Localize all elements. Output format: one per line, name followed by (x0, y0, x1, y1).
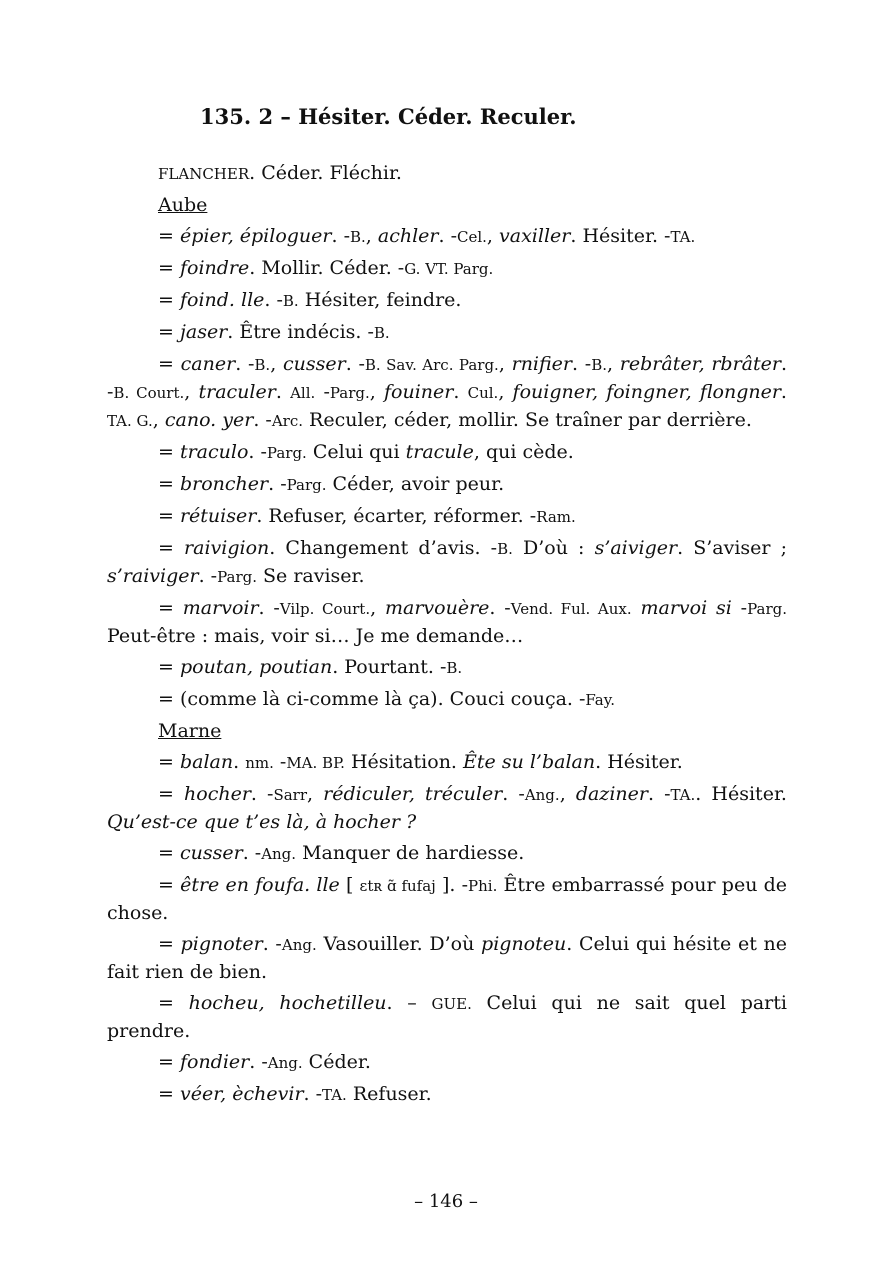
headword: pignoter (180, 933, 263, 955)
dictionary-entry (107, 471, 787, 499)
entry-text: . – (386, 992, 432, 1014)
source-abbreviation: Arc. (271, 412, 303, 430)
entry-text: = (158, 441, 180, 463)
entry-text: . (233, 751, 246, 773)
entry-text: . - (235, 353, 255, 375)
entry-text: = (158, 257, 180, 279)
entry-text: . Celui qui hésite et ne fait rien de bien. (107, 933, 788, 983)
entry-text: , (184, 381, 199, 403)
region-heading-text: Aube (158, 194, 208, 216)
headword: cusser (282, 353, 346, 375)
source-abbreviation: Cul. (467, 384, 499, 402)
headword: Qu’est-ce que t’es là, à hocher ? (107, 811, 417, 833)
dictionary-entry (107, 503, 787, 531)
entry-text: , (498, 381, 513, 403)
headword: broncher (179, 473, 269, 495)
entry-text: Vasouiller. D’où (316, 933, 482, 955)
source-abbreviation: Ang. (281, 936, 317, 954)
headword: cano. yer (164, 409, 254, 431)
page-number: – 146 – (414, 1191, 478, 1212)
source-abbreviation: GUE. (431, 995, 472, 1013)
source-abbreviation: Phi. (468, 877, 498, 895)
entry-text: , (559, 783, 576, 805)
entry-text: Reculer, céder, mollir. Se traîner par derrière. (303, 409, 752, 431)
source-abbreviation: TA. (670, 228, 696, 246)
dictionary-entry (107, 654, 787, 682)
entry-text: = (158, 992, 189, 1014)
entry-text: Hésiter, feindre. (298, 289, 462, 311)
source-abbreviation: Parg. (329, 384, 370, 402)
headword: achler (377, 225, 439, 247)
entry-text: . (453, 381, 468, 403)
entry-text: = (158, 1083, 180, 1105)
entry-text: . - (489, 597, 511, 619)
dictionary-entry (107, 287, 787, 315)
entry-text: . - (253, 409, 272, 431)
dictionary-entry (107, 223, 787, 251)
headword: tracule (405, 441, 474, 463)
source-abbreviation: B. (254, 356, 271, 374)
entry-text: . - (345, 353, 365, 375)
source-abbreviation: B. (446, 659, 463, 677)
entry-text: , (152, 409, 165, 431)
entry-text: Céder. (302, 1051, 371, 1073)
headword: vaxiller (499, 225, 571, 247)
entry-text: Refuser. (346, 1083, 432, 1105)
headword: hocher (184, 783, 251, 805)
source-abbreviation: B. (373, 324, 390, 342)
source-abbreviation: TA. (670, 786, 696, 804)
entry-text: = (158, 537, 185, 559)
headword: pignoteu (481, 933, 567, 955)
dictionary-entry (107, 160, 787, 188)
dictionary-entry (107, 840, 787, 868)
dictionary-entry (107, 535, 787, 591)
headword: s’raiviger (107, 565, 199, 587)
source-abbreviation: Ang. (267, 1054, 303, 1072)
source-abbreviation: B. (591, 356, 608, 374)
entry-text: . (275, 381, 291, 403)
entry-text: = (158, 473, 180, 495)
entry-text: . Pourtant. - (332, 656, 447, 678)
source-abbreviation: Vend. Ful. Aux. (510, 600, 632, 618)
headword: rnifier (511, 353, 573, 375)
source-abbreviation: All. (290, 384, 316, 402)
source-abbreviation: G. VT. Parg. (404, 260, 494, 278)
headword: fouigner, foingner, flongner (512, 381, 781, 403)
entry-text: Peut-être : mais, voir si… Je me demande… (107, 625, 524, 647)
source-abbreviation: nm. (245, 754, 274, 772)
headword: marvouère (385, 597, 490, 619)
entry-text: , (369, 381, 385, 403)
entry-text: . - (502, 783, 525, 805)
entry-text: , (270, 353, 283, 375)
source-abbreviation: Ram. (536, 508, 576, 526)
entry-text: , (307, 783, 324, 805)
entry-text: Se raviser. (256, 565, 365, 587)
entry-text: D’où : (512, 537, 595, 559)
source-abbreviation: B. (350, 228, 366, 246)
headword: hocheu, hochetilleu (188, 992, 387, 1014)
source-abbreviation: Parg. (747, 600, 788, 618)
entry-text: = (158, 656, 180, 678)
dictionary-entry (107, 439, 787, 467)
entry-text: . Hésiter. (695, 783, 787, 805)
source-abbreviation: Vilp. Court. (279, 600, 371, 618)
entry-text: = (158, 289, 180, 311)
entry-text: , (607, 353, 620, 375)
source-abbreviation: TA. (322, 1086, 347, 1104)
headword: caner (180, 353, 236, 375)
dictionary-entry (107, 1049, 787, 1077)
entry-text: Être embarrassé pour peu de chose. (107, 874, 788, 924)
source-abbreviation: Cel. (457, 228, 487, 246)
entry-text: Celui qui (306, 441, 406, 463)
source-abbreviation: Ang. (261, 845, 297, 863)
entry-text: Manquer de hardiesse. (296, 842, 525, 864)
headword: fondier (179, 1051, 250, 1073)
headword: balan (179, 751, 234, 773)
headword: véer, èchevir (179, 1083, 304, 1105)
headword: s’aiviger (594, 537, 678, 559)
region-heading-text: Marne (158, 720, 222, 742)
entry-text: - (273, 751, 287, 773)
headword: Ête su l’balan (463, 751, 596, 773)
headword: foind. lle (179, 289, 265, 311)
entry-text: Celui qui ne sait quel parti prendre. (107, 992, 787, 1042)
headword: foindre (179, 257, 250, 279)
entry-text: = (158, 321, 180, 343)
entry-text: Céder, avoir peur. (326, 473, 505, 495)
entry-text: , (486, 225, 500, 247)
entry-text: = (158, 751, 180, 773)
region-heading (107, 718, 787, 745)
region-heading (107, 192, 787, 219)
headword: marvoi si (640, 597, 732, 619)
entry-text: ]. - (435, 874, 469, 896)
entry-text: . - (331, 225, 350, 247)
source-abbreviation: FLANCHER (158, 165, 250, 183)
entry-text: = (158, 874, 181, 896)
entry-text: , (365, 225, 378, 247)
entry-text: . - (242, 842, 262, 864)
dictionary-entry (107, 255, 787, 283)
entry-text: . - (438, 225, 457, 247)
source-abbreviation: B. (497, 540, 513, 558)
entry-text: . S’aviser ; (677, 537, 787, 559)
entry-text: = (158, 842, 180, 864)
source-abbreviation: Parg. (266, 444, 307, 462)
entry-text: . Être indécis. - (227, 321, 374, 343)
entry-text: [ (339, 874, 360, 896)
headword: daziner (575, 783, 648, 805)
entry-text: = (158, 353, 181, 375)
entry-text: . Hésiter. - (570, 225, 671, 247)
headword: rebrâter, rbrâter (619, 353, 781, 375)
dictionary-entry (107, 990, 787, 1045)
entry-text: = (158, 505, 180, 527)
source-abbreviation: B. (282, 292, 299, 310)
entry-text: . Hésiter. (595, 751, 683, 773)
entry-text: . - (107, 353, 788, 403)
entry-text: , (370, 597, 385, 619)
entry-text: . - (264, 289, 283, 311)
entry-text: . Céder. Fléchir. (249, 162, 402, 184)
headword: jaser (179, 321, 228, 343)
dictionary-entry (107, 319, 787, 347)
source-abbreviation: Ang. (524, 786, 560, 804)
headword: cusser (179, 842, 243, 864)
entry-text: . - (248, 441, 267, 463)
dictionary-entry (107, 872, 787, 927)
source-abbreviation: Parg. (217, 568, 257, 586)
headword: traculer (198, 381, 276, 403)
dictionary-entry (107, 931, 787, 986)
headword: traculo (179, 441, 249, 463)
source-abbreviation: TA. G. (107, 412, 153, 430)
dictionary-entry (107, 749, 787, 777)
headword: marvoir (182, 597, 259, 619)
dictionary-entry (107, 351, 787, 435)
dictionary-entry (107, 686, 787, 714)
dictionary-entry (107, 1081, 787, 1109)
entry-text: = (158, 1051, 180, 1073)
entry-text: . - (258, 597, 280, 619)
headword: être en foufa. lle (180, 874, 340, 896)
entry-text: - (731, 597, 748, 619)
entry-text: , qui cède. (473, 441, 574, 463)
page-title: 135. 2 – Hésiter. Céder. Reculer. (200, 104, 577, 129)
headword: rétuiser (179, 505, 257, 527)
source-abbreviation: Fay. (585, 691, 616, 709)
entry-text: . - (262, 933, 282, 955)
dictionary-entry (107, 781, 787, 836)
source-abbreviation: B. Sav. Arc. Parg. (364, 356, 499, 374)
entry-text: = (158, 783, 185, 805)
entry-text: . (780, 381, 787, 403)
entry-text: , (498, 353, 512, 375)
entry-text: - (315, 381, 330, 403)
entry-text: . - (303, 1083, 323, 1105)
entry-text: Hésitation. (344, 751, 464, 773)
headword: poutan, poutian (179, 656, 333, 678)
entry-text: . Refuser, écarter, réformer. - (256, 505, 537, 527)
source-abbreviation: Sarr (273, 786, 308, 804)
entry-text: = (158, 225, 180, 247)
headword: rédiculer, tréculer (323, 783, 503, 805)
headword: épier, épiloguer (179, 225, 332, 247)
entry-text: . - (198, 565, 218, 587)
entry-text: = (158, 597, 183, 619)
source-abbreviation: B. Court. (113, 384, 185, 402)
entry-text: . - (572, 353, 592, 375)
source-abbreviation: Parg. (286, 476, 327, 494)
entry-text: = (158, 933, 181, 955)
source-abbreviation: ɛtʀ ɑ̃ fufaj (359, 877, 436, 895)
entry-text: . Mollir. Céder. - (249, 257, 405, 279)
headword: raivigion (184, 537, 270, 559)
dictionary-entries (107, 160, 787, 1113)
source-abbreviation: MA. BP. (286, 754, 345, 772)
entry-text: = (comme là ci-comme là ça). Couci couça. - (158, 688, 586, 710)
dictionary-entry (107, 595, 787, 650)
entry-text: . - (268, 473, 287, 495)
headword: fouiner (384, 381, 454, 403)
entry-text: . Changement d’avis. - (269, 537, 498, 559)
entry-text: . - (250, 783, 274, 805)
entry-text: . - (647, 783, 671, 805)
entry-text: . - (249, 1051, 268, 1073)
